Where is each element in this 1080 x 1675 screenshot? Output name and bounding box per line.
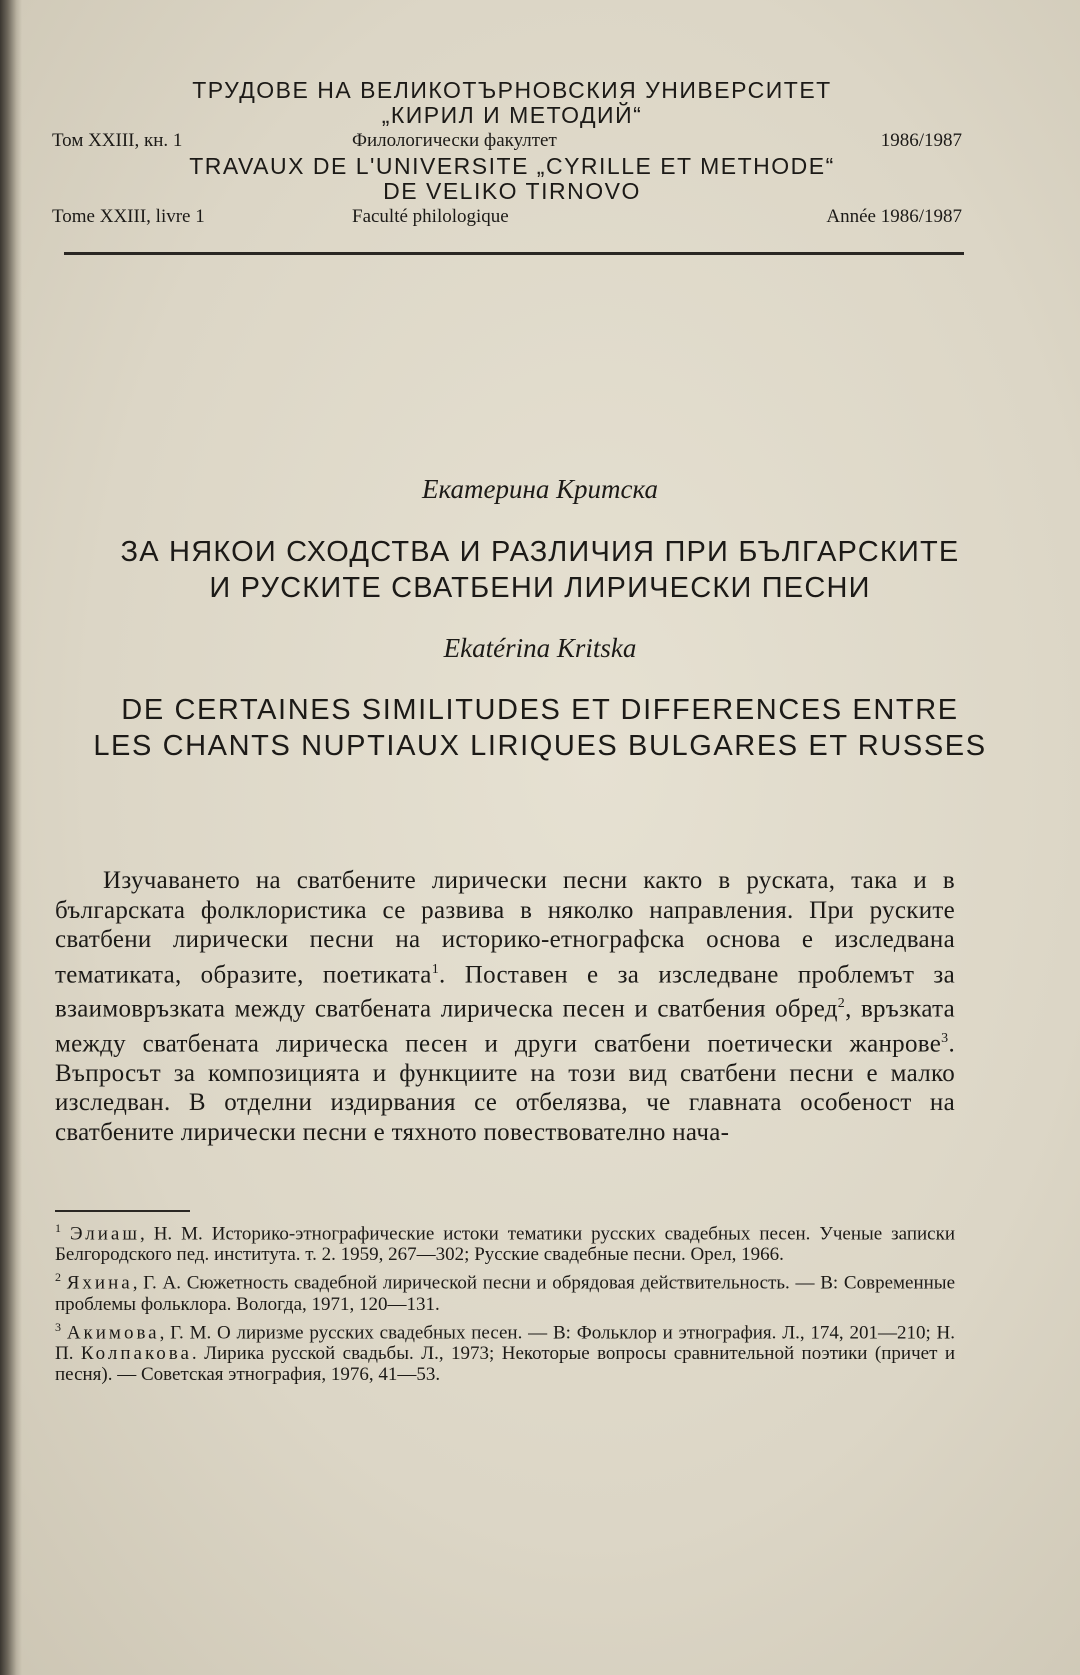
footnote-1 <box>55 1218 955 1265</box>
body-text-b: . Поставен е за изследване проблемът за взаимовръзката между сватбената лирическа песен и сватбения обред <box>55 960 955 1023</box>
footnote-number: 1 <box>55 1221 61 1235</box>
footnote-number: 2 <box>55 1270 61 1285</box>
footnote-ref-1: 1 <box>431 961 440 977</box>
footnote-author: Акимова <box>66 1321 160 1343</box>
footnote-text: , Г. А. Сюжетность свадебной лирической песни и обрядовая действительность. — В: Современные проблемы фольклора. Вологда, 1971, 120—131. <box>55 1272 956 1315</box>
author-bg: Екатерина Критска <box>422 474 658 504</box>
footnote-ref-3: 3 <box>941 1031 949 1047</box>
journal-header <box>52 78 972 230</box>
header-bg-meta <box>52 128 972 154</box>
title-bg-line2: И РУСКИТЕ СВАТБЕНИ ЛИРИЧЕСКИ ПЕСНИ <box>209 572 871 604</box>
binding-shadow <box>0 0 22 1675</box>
footnote-ref-2: 2 <box>837 996 846 1012</box>
footnote-author: Яхина <box>66 1272 133 1294</box>
footnote-3 <box>55 1317 955 1385</box>
title-bg <box>40 534 1040 606</box>
footnote-author: Элиаш <box>69 1223 140 1245</box>
footnote-2 <box>55 1267 955 1314</box>
body-text-a: Изучаването на сватбените лирически песни както в руската, така и в българската фолклористика се развива в няколко направления. При руските сватбени лирически песни на историко-етнографска основа е изследвана тематиката, образите, поетиката <box>55 867 955 988</box>
header-fr-line2: DE VELIKO TIRNOVO <box>383 178 641 204</box>
header-fr-line1: TRAVAUX DE L'UNIVERSITE „CYRILLE ET METHODE“ <box>189 153 835 179</box>
title-fr-line1: DE CERTAINES SIMILITUDES ET DIFFERENCES ENTRE <box>121 694 959 726</box>
footnote-text-2: . Лирика русской свадьбы. Л., 1973; Некоторые вопросы сравнительной поэтики (причет и песня). — Советская этнография, 1976, 41—53. <box>55 1342 955 1385</box>
header-fr-year: Année 1986/1987 <box>826 206 962 227</box>
body-text-d: . Въпросът за композицията и функциите на този вид сватбени песни е малко изследван. В отделни издирвания се отбелязва, че главната особеност на сватбените лирически песни е тяхното повествователно нача- <box>55 1030 955 1146</box>
header-fr-faculty: Faculté philologique <box>352 206 509 227</box>
author-fr: Ekatérina Kritska <box>443 633 637 663</box>
footnotes <box>55 1218 955 1387</box>
title-fr <box>40 692 1040 764</box>
header-bg-year: 1986/1987 <box>880 130 962 151</box>
body-text <box>55 866 955 1147</box>
body-text-c: , връзката между сватбената лирическа песен и други сватбени поетически жанрове <box>55 995 955 1058</box>
header-bg-volume: Том XXIII, кн. 1 <box>52 130 183 151</box>
body-paragraph <box>55 866 955 1147</box>
header-fr-volume: Tome XXIII, livre 1 <box>52 206 205 227</box>
title-bg-line1: ЗА НЯКОИ СХОДСТВА И РАЗЛИЧИЯ ПРИ БЪЛГАРСКИТЕ <box>120 536 960 568</box>
footnote-rule <box>55 1210 190 1212</box>
header-fr-meta <box>52 204 972 230</box>
header-bg-line1: ТРУДОВЕ НА ВЕЛИКОТЪРНОВСКИЯ УНИВЕРСИТЕТ <box>192 77 832 103</box>
header-bg-faculty: Филологически факултет <box>352 130 557 151</box>
footnote-author-2: Колпакова <box>80 1342 192 1364</box>
header-bg-line2: „КИРИЛ И МЕТОДИЙ“ <box>381 102 643 128</box>
footnote-number: 3 <box>55 1319 61 1334</box>
footnote-text: , Н. М. Историко-этнографические истоки тематики русских свадебных песен. Ученые записки Белгородского пед. института. т. 2. 1959, 267—302; Русские свадебные песни. Орел, 1966. <box>55 1223 956 1266</box>
header-rule <box>64 252 964 255</box>
footnote-text: , Г. М. О лиризме русских свадебных песен. — В: Фольклор и этнография. Л., 174, 201—210; Н. П. <box>55 1321 956 1364</box>
title-fr-line2: LES CHANTS NUPTIAUX LIRIQUES BULGARES ET RUSSES <box>93 730 987 762</box>
